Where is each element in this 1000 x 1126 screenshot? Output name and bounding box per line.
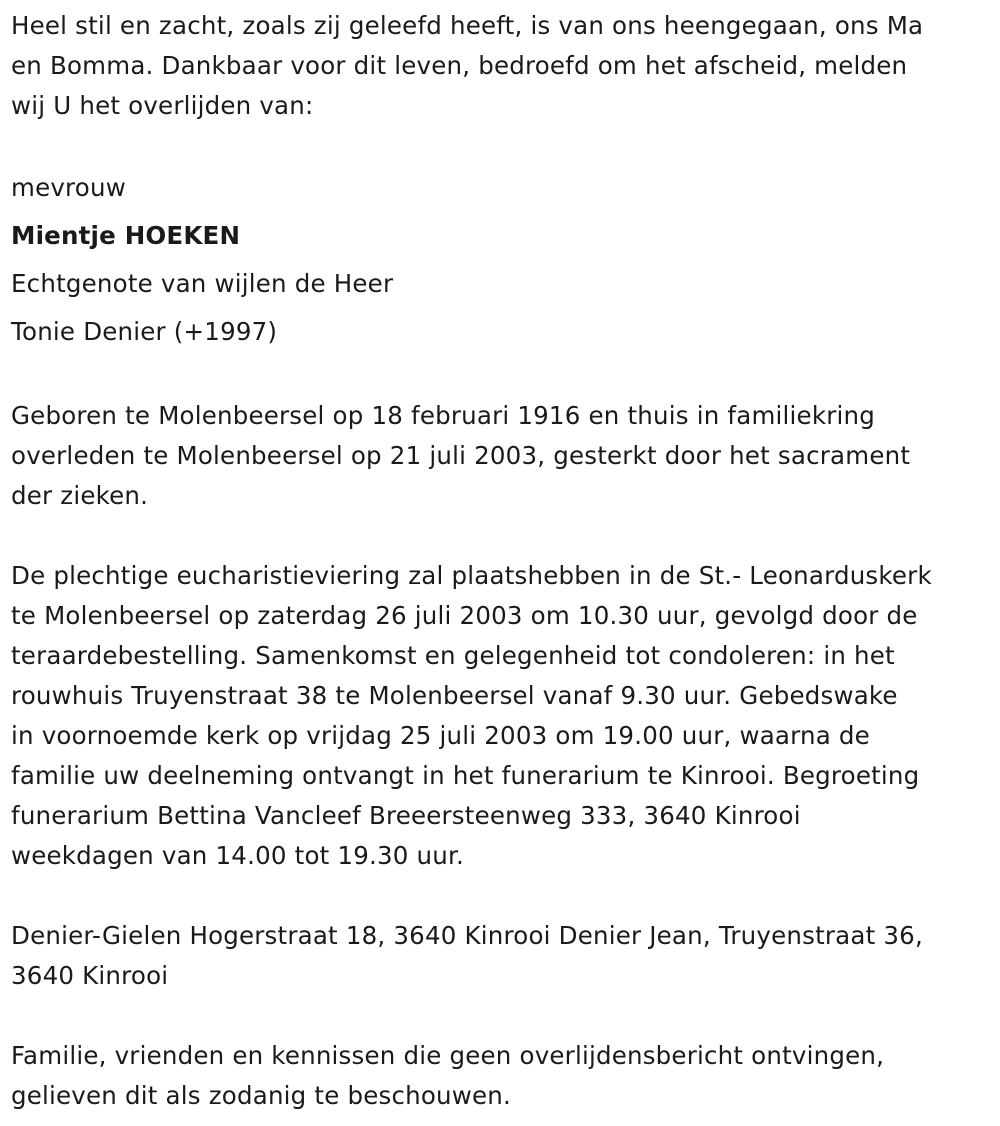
intro-paragraph: Heel stil en zacht, zoals zij geleefd heeft, is van ons heengegaan, ons Ma en Bomma. Dankbaar voor dit leven, bedroefd om het afscheid, melden wij U het overlijden van: [11,11,924,120]
ceremony-paragraph: De plechtige eucharistieviering zal plaatshebben in de St.- Leonarduskerk te Molenbeersel op zaterdag 26 juli 2003 om 10.30 uur, gevolgd door de teraardebestelling. Samenkomst en gelegenheid tot condoleren: in het rouwhuis Truyenstraat 38 te Molenbeersel vanaf 9.30 uur. Gebedswake in voornoemde kerk op vrijdag 25 juli 2003 om 19.00 uur, waarna de familie uw deelneming ontvangt in het funerarium te Kinrooi. Begroeting funerarium Bettina Vancleef Breeersteenweg 333, 3640 Kinrooi weekdagen van 14.00 tot 19.30 uur. [11,561,932,870]
deceased-name: Mientje HOEKEN [11,221,241,250]
spouse-line-1: Echtgenote van wijlen de Heer [11,269,394,298]
addresses-paragraph: Denier-Gielen Hogerstraat 18, 3640 Kinrooi Denier Jean, Truyenstraat 36, 3640 Kinrooi [11,921,923,990]
obituary-document [11,6,996,1116]
title-prefix: mevrouw [11,173,126,202]
spouse-line-2: Tonie Denier (+1997) [11,317,278,346]
closing-paragraph: Familie, vrienden en kennissen die geen overlijdensbericht ontvingen, gelieven dit als zodanig te beschouwen. [11,1041,885,1110]
birth-death-paragraph: Geboren te Molenbeersel op 18 februari 1916 en thuis in familiekring overleden te Molenbeersel op 21 juli 2003, gesterkt door het sacrament der zieken. [11,401,911,510]
